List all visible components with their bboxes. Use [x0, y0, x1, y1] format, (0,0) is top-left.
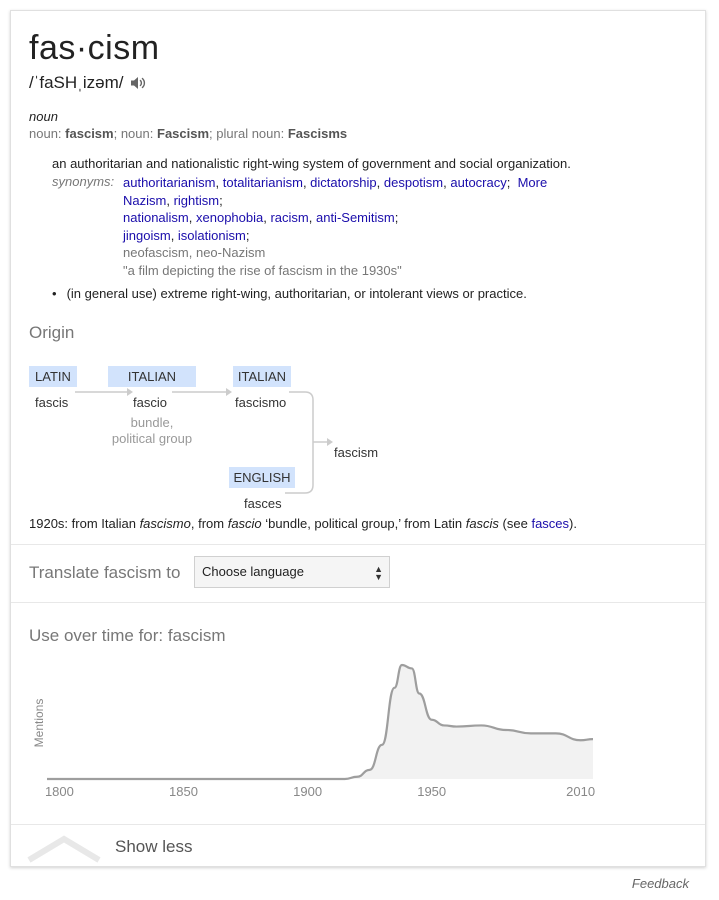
speaker-icon[interactable]	[129, 75, 147, 91]
english-label: ENGLISH	[229, 467, 295, 488]
definition-2	[52, 286, 527, 301]
usage-chart	[25, 651, 595, 801]
synonym-link[interactable]: jingoism	[123, 227, 171, 243]
form-label: plural noun:	[216, 126, 285, 141]
fasces-link[interactable]: fasces	[531, 516, 570, 531]
etym-part: 1920s: from Italian	[29, 516, 140, 531]
synonym-row: nationalism, xenophobia, racism, anti-Semitism;	[123, 210, 399, 225]
pronunciation	[29, 73, 147, 93]
x-tick-label: 2010	[566, 784, 595, 799]
form-word: Fascisms	[287, 126, 348, 141]
select-arrows-icon: ▲ ▼	[374, 564, 383, 582]
show-less-button[interactable]	[11, 825, 705, 867]
dictionary-card	[10, 10, 706, 867]
x-tick-label: 1800	[44, 784, 74, 799]
headword: fas·cism	[29, 29, 160, 67]
language-select[interactable]	[194, 556, 390, 588]
synonyms-list	[123, 174, 547, 279]
form-label: noun:	[29, 126, 62, 141]
etymology-text	[29, 516, 577, 531]
synonym-link[interactable]: rightism	[173, 192, 220, 208]
related-words: neofascism, neo-Nazism	[123, 245, 266, 260]
usage-area	[47, 665, 593, 779]
italian-label: ITALIAN	[108, 366, 196, 387]
synonym-link[interactable]: isolationism	[177, 227, 246, 243]
synonym-link[interactable]: despotism	[383, 175, 444, 190]
x-tick-label: 1950	[417, 784, 447, 799]
etym-part: ).	[569, 516, 577, 531]
translate-label: Translate fascism to	[29, 563, 181, 582]
gloss-line: bundle,	[130, 415, 174, 430]
example-sentence: "a film depicting the rise of fascism in the 1930s"	[123, 262, 402, 278]
synonym-link[interactable]: Nazism	[123, 192, 167, 208]
synonym-row: authoritarianism, totalitarianism, dictatorship, despotism, autocracy; More	[123, 175, 548, 190]
italian-word-2: fascismo	[235, 395, 287, 410]
bullet-icon: •	[52, 286, 57, 301]
etymology-diagram	[11, 351, 411, 511]
definition-2-text: (in general use) extreme right-wing, authoritarian, or intolerant views or practice.	[66, 286, 527, 301]
pronunciation-text: /ˈfaSHˌizəm/	[29, 73, 124, 92]
divider	[11, 602, 705, 603]
gloss-line: political group	[111, 431, 193, 446]
italian-word: fascio	[133, 395, 167, 410]
english-word: fasces	[244, 496, 282, 511]
definition-1: an authoritarian and nationalistic right-wing system of government and social organization.	[52, 156, 571, 171]
form-word: Fascism	[157, 126, 210, 141]
latin-label: LATIN	[29, 366, 77, 387]
synonym-row: jingoism, isolationism;	[123, 227, 250, 243]
more-synonyms-link[interactable]: More	[517, 175, 548, 190]
part-of-speech: noun	[29, 109, 58, 124]
usage-title: Use over time for: fascism	[29, 626, 226, 645]
etym-part: ‘bundle, political group,’ from Latin	[261, 516, 466, 531]
etym-word: fascio	[227, 516, 262, 531]
etym-part: , from	[190, 516, 228, 531]
latin-word: fascis	[35, 395, 69, 410]
feedback-link[interactable]: Feedback	[631, 876, 689, 891]
divider	[11, 544, 705, 545]
italian-label-2: ITALIAN	[233, 366, 291, 387]
synonym-row: Nazism, rightism;	[123, 192, 223, 208]
word-forms: noun: fascism; noun: Fascism; plural noun: Fascisms	[29, 126, 348, 141]
synonym-link[interactable]: xenophobia	[196, 210, 264, 225]
italian-gloss	[101, 415, 203, 447]
x-tick-label: 1850	[169, 784, 198, 799]
synonym-link[interactable]: autocracy	[450, 175, 507, 190]
form-word: fascism	[65, 126, 114, 141]
etym-part: (see	[498, 516, 532, 531]
language-select-value: Choose language	[202, 564, 304, 579]
synonym-link[interactable]: authoritarianism	[123, 175, 216, 190]
origin-title: Origin	[29, 323, 75, 342]
etym-word: fascismo	[139, 516, 191, 531]
synonym-link[interactable]: nationalism	[123, 210, 189, 225]
chevron-up-icon	[27, 833, 101, 863]
show-less-label: Show less	[115, 837, 193, 856]
synonym-link[interactable]: totalitarianism	[222, 175, 303, 190]
synonym-link[interactable]: racism	[270, 210, 309, 225]
x-tick-label: 1900	[293, 784, 323, 799]
synonyms-label: synonyms:	[52, 174, 115, 189]
form-label: noun:	[120, 126, 154, 141]
result-word: fascism	[334, 445, 379, 460]
etym-word: fascis	[465, 516, 499, 531]
synonym-link[interactable]: anti-Semitism	[315, 210, 395, 225]
synonym-link[interactable]: dictatorship	[310, 175, 377, 190]
y-axis-label: Mentions	[32, 698, 46, 748]
